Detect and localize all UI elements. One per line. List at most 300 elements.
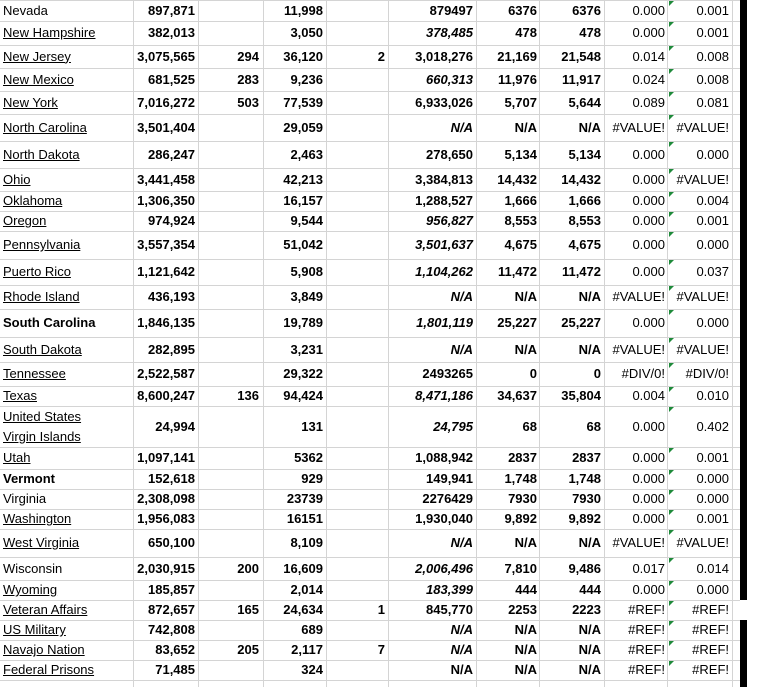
value-cell-g[interactable]: 21,548 <box>561 48 601 64</box>
value-cell-g[interactable]: 14,432 <box>561 171 601 187</box>
value-cell-e[interactable]: N/A <box>450 119 473 135</box>
value-cell-i[interactable]: 0.008 <box>696 48 729 64</box>
value-cell-d[interactable]: 2 <box>377 48 385 64</box>
error-indicator-icon <box>669 46 674 51</box>
value-cell-b[interactable]: 200 <box>237 560 259 576</box>
value-cell-g[interactable]: 35,804 <box>561 388 601 403</box>
value-cell-i[interactable]: 0.000 <box>696 315 729 330</box>
value-cell-h[interactable]: 0.000 <box>632 2 665 18</box>
value-cell-i[interactable]: 0.001 <box>696 25 729 40</box>
value-cell-b[interactable]: 136 <box>237 388 259 403</box>
value-cell-g[interactable]: N/A <box>578 535 601 550</box>
value-cell-a[interactable]: 3,501,404 <box>137 119 195 135</box>
value-cell-a[interactable]: 2,522,587 <box>137 366 195 381</box>
value-cell-e[interactable]: 149,941 <box>426 471 473 486</box>
value-cell-e[interactable]: 845,770 <box>426 602 473 617</box>
value-cell-a[interactable]: 1,846,135 <box>137 315 195 330</box>
value-cell-d[interactable]: 1 <box>377 602 385 617</box>
column-gridline <box>539 0 540 687</box>
value-cell-h[interactable]: 0.000 <box>632 491 665 506</box>
value-cell-f[interactable]: 5,707 <box>504 94 537 110</box>
value-cell-h[interactable]: #VALUE! <box>612 289 665 304</box>
value-cell-e[interactable]: 1,088,942 <box>415 450 473 465</box>
state-name-cell[interactable]: US Military <box>3 622 66 637</box>
value-cell-g[interactable]: 25,227 <box>561 315 601 330</box>
row-gridline <box>0 337 740 338</box>
value-cell-h[interactable]: #REF! <box>628 622 665 637</box>
column-border-bar <box>740 620 747 687</box>
value-cell-h[interactable]: 0.000 <box>632 25 665 40</box>
error-indicator-icon <box>669 310 674 315</box>
value-cell-h[interactable]: 0.000 <box>632 264 665 279</box>
value-cell-h[interactable]: 0.000 <box>632 213 665 228</box>
state-name-cell[interactable]: Texas <box>3 388 37 403</box>
value-cell-h[interactable]: 0.000 <box>632 193 665 208</box>
value-cell-f[interactable]: 4,675 <box>504 237 537 252</box>
value-cell-b[interactable]: 283 <box>237 71 259 87</box>
value-cell-e[interactable]: 879497 <box>429 2 473 18</box>
value-cell-g[interactable]: 478 <box>579 25 601 40</box>
value-cell-f[interactable]: 2837 <box>508 450 537 465</box>
value-cell-g[interactable]: 444 <box>579 582 601 597</box>
value-cell-e[interactable]: 6,933,026 <box>415 94 473 110</box>
value-cell-c[interactable]: 11,998 <box>283 2 323 18</box>
row-gridline <box>0 469 740 470</box>
state-name-cell[interactable]: Washington <box>3 511 72 526</box>
row-gridline <box>0 640 740 641</box>
value-cell-h[interactable]: 0.014 <box>632 48 665 64</box>
value-cell-f[interactable]: 0 <box>529 366 537 381</box>
value-cell-i[interactable]: 0.001 <box>696 2 729 18</box>
error-indicator-icon <box>669 490 674 495</box>
state-name-cell[interactable] <box>3 407 81 447</box>
value-cell-a[interactable]: 2,030,915 <box>137 560 195 576</box>
value-cell-h[interactable]: #VALUE! <box>612 535 665 550</box>
value-cell-e[interactable]: 3,018,276 <box>415 48 473 64</box>
value-cell-e[interactable]: N/A <box>450 642 473 657</box>
error-indicator-icon <box>669 169 674 174</box>
value-cell-a[interactable]: 282,895 <box>148 341 195 357</box>
value-cell-h[interactable]: 0.000 <box>632 171 665 187</box>
value-cell-f[interactable]: N/A <box>514 622 537 637</box>
value-cell-a[interactable]: 382,013 <box>148 25 195 40</box>
state-name-cell[interactable]: Nevada <box>3 2 48 18</box>
state-name-cell[interactable]: Wyoming <box>3 582 58 597</box>
value-cell-a[interactable]: 286,247 <box>148 146 195 162</box>
value-cell-a[interactable]: 436,193 <box>148 289 195 304</box>
value-cell-c[interactable]: 24,634 <box>283 602 323 617</box>
value-cell-e[interactable]: N/A <box>450 662 473 677</box>
state-name-cell[interactable]: Veteran Affairs <box>3 602 88 617</box>
value-cell-g[interactable]: 0 <box>593 366 601 381</box>
value-cell-a[interactable]: 83,652 <box>155 642 195 657</box>
value-cell-i[interactable]: #VALUE! <box>676 289 729 304</box>
value-cell-c[interactable]: 29,059 <box>283 119 323 135</box>
value-cell-h[interactable]: #VALUE! <box>612 119 665 135</box>
value-cell-g[interactable]: 1,666 <box>568 193 601 208</box>
error-indicator-icon <box>669 510 674 515</box>
value-cell-i[interactable]: #VALUE! <box>676 535 729 550</box>
row-gridline <box>0 285 740 286</box>
value-cell-a[interactable]: 24,994 <box>155 418 195 434</box>
value-cell-c[interactable]: 5362 <box>294 450 323 465</box>
value-cell-c[interactable]: 16,609 <box>283 560 323 576</box>
value-cell-g[interactable]: N/A <box>578 662 601 677</box>
value-cell-e[interactable]: 24,795 <box>433 418 473 434</box>
value-cell-f[interactable]: N/A <box>514 341 537 357</box>
value-cell-f[interactable]: 5,134 <box>504 146 537 162</box>
value-cell-a[interactable]: 152,618 <box>148 471 195 486</box>
value-cell-i[interactable]: 0.001 <box>696 450 729 465</box>
value-cell-e[interactable]: 956,827 <box>426 213 473 228</box>
error-indicator-icon <box>669 363 674 368</box>
row-gridline <box>0 600 740 601</box>
value-cell-e[interactable]: 8,471,186 <box>415 388 473 403</box>
column-gridline <box>388 0 389 687</box>
value-cell-h[interactable]: 0.000 <box>632 450 665 465</box>
value-cell-c[interactable]: 23739 <box>286 491 323 506</box>
state-name-cell[interactable]: Vermont <box>3 471 56 486</box>
value-cell-c[interactable]: 2,117 <box>291 642 323 657</box>
value-cell-h[interactable]: #VALUE! <box>612 341 665 357</box>
value-cell-e[interactable]: 660,313 <box>426 71 473 87</box>
error-indicator-icon <box>669 621 674 626</box>
column-gridline <box>732 0 733 687</box>
value-cell-h[interactable]: 0.004 <box>632 388 665 403</box>
value-cell-e[interactable]: 278,650 <box>426 146 473 162</box>
value-cell-e[interactable]: N/A <box>450 341 473 357</box>
value-cell-g[interactable]: N/A <box>578 341 601 357</box>
value-cell-i[interactable]: #REF! <box>692 622 729 637</box>
error-indicator-icon <box>669 387 674 392</box>
value-cell-e[interactable]: 2,006,496 <box>415 560 473 576</box>
value-cell-c[interactable]: 5,908 <box>290 264 323 279</box>
value-cell-b[interactable]: 165 <box>237 602 259 617</box>
value-cell-i[interactable]: 0.000 <box>696 237 729 252</box>
value-cell-h[interactable]: 0.024 <box>632 71 665 87</box>
value-cell-i[interactable]: #REF! <box>692 602 729 617</box>
value-cell-a[interactable]: 872,657 <box>148 602 195 617</box>
value-cell-b[interactable]: 205 <box>237 642 259 657</box>
value-cell-e[interactable]: 378,485 <box>426 25 473 40</box>
value-cell-i[interactable]: #DIV/0! <box>685 366 729 381</box>
value-cell-h[interactable]: 0.000 <box>632 582 665 597</box>
row-gridline <box>0 509 740 510</box>
value-cell-a[interactable]: 974,924 <box>148 213 195 228</box>
state-name-cell[interactable]: Navajo Nation <box>3 642 85 657</box>
value-cell-f[interactable]: N/A <box>514 289 537 304</box>
value-cell-i[interactable]: 0.001 <box>696 213 729 228</box>
value-cell-g[interactable]: 1,748 <box>568 471 601 486</box>
error-indicator-icon <box>669 407 674 412</box>
state-name-cell[interactable]: Virginia <box>3 491 47 506</box>
value-cell-i[interactable]: 0.014 <box>696 560 729 576</box>
value-cell-h[interactable]: #REF! <box>628 662 665 677</box>
value-cell-h[interactable]: #REF! <box>628 642 665 657</box>
row-gridline <box>0 45 740 46</box>
value-cell-f[interactable]: N/A <box>514 119 537 135</box>
value-cell-f[interactable]: 14,432 <box>497 171 537 187</box>
value-cell-i[interactable]: 0.000 <box>696 471 729 486</box>
value-cell-b[interactable]: 294 <box>237 48 259 64</box>
value-cell-i[interactable]: 0.081 <box>696 94 729 110</box>
value-cell-d[interactable]: 7 <box>377 642 385 657</box>
value-cell-a[interactable]: 71,485 <box>155 662 195 677</box>
column-gridline <box>326 0 327 687</box>
row-gridline <box>0 620 740 621</box>
state-name-line: United States <box>3 409 82 424</box>
state-name-cell[interactable]: New Hampshire <box>3 25 96 40</box>
state-name-cell[interactable]: Rhode Island <box>3 289 80 304</box>
state-name-cell[interactable]: South Carolina <box>3 315 96 330</box>
value-cell-g[interactable]: 11,472 <box>561 264 601 279</box>
value-cell-c[interactable]: 42,213 <box>283 171 323 187</box>
value-cell-i[interactable]: 0.008 <box>696 71 729 87</box>
value-cell-i[interactable]: 0.402 <box>696 418 729 434</box>
state-name-cell[interactable]: West Virginia <box>3 535 80 550</box>
value-cell-c[interactable]: 19,789 <box>283 315 323 330</box>
row-gridline <box>0 489 740 490</box>
state-name-cell[interactable]: New Mexico <box>3 71 74 87</box>
value-cell-c[interactable]: 9,236 <box>290 71 323 87</box>
value-cell-f[interactable]: 6376 <box>508 2 537 18</box>
value-cell-f[interactable]: 1,748 <box>504 471 537 486</box>
value-cell-e[interactable]: 1,104,262 <box>415 264 473 279</box>
row-gridline <box>0 114 740 115</box>
value-cell-h[interactable]: 0.000 <box>632 471 665 486</box>
value-cell-i[interactable]: 0.001 <box>696 511 729 526</box>
value-cell-f[interactable]: N/A <box>514 642 537 657</box>
value-cell-c[interactable]: 929 <box>301 471 323 486</box>
value-cell-f[interactable]: 34,637 <box>497 388 537 403</box>
value-cell-f[interactable]: 444 <box>515 582 537 597</box>
value-cell-e[interactable]: N/A <box>450 622 473 637</box>
value-cell-a[interactable]: 1,121,642 <box>137 264 195 279</box>
row-gridline <box>0 386 740 387</box>
row-gridline <box>0 21 740 22</box>
value-cell-c[interactable]: 51,042 <box>283 237 323 252</box>
value-cell-f[interactable]: 25,227 <box>497 315 537 330</box>
value-cell-c[interactable]: 8,109 <box>290 535 323 550</box>
value-cell-g[interactable]: 5,644 <box>568 94 601 110</box>
state-name-cell[interactable]: Puerto Rico <box>3 264 71 279</box>
error-indicator-icon <box>669 338 674 343</box>
value-cell-h[interactable]: #DIV/0! <box>621 366 665 381</box>
state-name-cell[interactable]: Pennsylvania <box>3 237 81 252</box>
value-cell-h[interactable]: 0.000 <box>632 146 665 162</box>
value-cell-a[interactable]: 3,441,458 <box>137 171 195 187</box>
state-name-cell[interactable]: Wisconsin <box>3 560 63 576</box>
value-cell-c[interactable]: 94,424 <box>283 388 323 403</box>
value-cell-h[interactable]: 0.017 <box>632 560 665 576</box>
value-cell-c[interactable]: 3,231 <box>290 341 323 357</box>
value-cell-f[interactable]: 68 <box>522 418 537 434</box>
value-cell-g[interactable]: 68 <box>586 418 601 434</box>
value-cell-h[interactable]: 0.000 <box>632 511 665 526</box>
error-indicator-icon <box>669 558 674 563</box>
value-cell-c[interactable]: 16151 <box>286 511 323 526</box>
value-cell-i[interactable]: 0.010 <box>696 388 729 403</box>
value-cell-g[interactable]: N/A <box>578 642 601 657</box>
row-gridline <box>0 211 740 212</box>
value-cell-a[interactable]: 1,956,083 <box>137 511 195 526</box>
value-cell-b[interactable]: 503 <box>237 94 259 110</box>
value-cell-a[interactable]: 650,100 <box>148 535 195 550</box>
value-cell-h[interactable]: 0.000 <box>632 237 665 252</box>
error-indicator-icon <box>669 286 674 291</box>
value-cell-e[interactable]: 1,930,040 <box>415 511 473 526</box>
row-gridline <box>0 231 740 232</box>
value-cell-f[interactable]: 2253 <box>508 602 537 617</box>
row-gridline <box>0 529 740 530</box>
value-cell-g[interactable]: N/A <box>578 119 601 135</box>
value-cell-g[interactable]: N/A <box>578 289 601 304</box>
value-cell-a[interactable]: 681,525 <box>148 71 195 87</box>
value-cell-a[interactable]: 7,016,272 <box>137 94 195 110</box>
value-cell-h[interactable]: #REF! <box>628 602 665 617</box>
row-gridline <box>0 91 740 92</box>
column-gridline <box>476 0 477 687</box>
error-indicator-icon <box>669 641 674 646</box>
value-cell-g[interactable]: 9,892 <box>568 511 601 526</box>
value-cell-c[interactable]: 131 <box>301 418 323 434</box>
state-name-cell[interactable]: New Jersey <box>3 48 71 64</box>
value-cell-c[interactable]: 324 <box>301 662 323 677</box>
value-cell-g[interactable]: 4,675 <box>568 237 601 252</box>
value-cell-h[interactable]: 0.000 <box>632 315 665 330</box>
value-cell-g[interactable]: 5,134 <box>568 146 601 162</box>
value-cell-i[interactable]: #VALUE! <box>676 341 729 357</box>
state-name-cell[interactable]: Utah <box>3 450 31 465</box>
value-cell-e[interactable]: 2493265 <box>422 366 473 381</box>
value-cell-f[interactable]: 11,472 <box>497 264 537 279</box>
row-gridline <box>0 660 740 661</box>
row-gridline <box>0 680 740 681</box>
row-gridline <box>0 68 740 69</box>
row-gridline <box>0 0 740 1</box>
value-cell-f[interactable]: 8,553 <box>504 213 537 228</box>
error-indicator-icon <box>669 232 674 237</box>
value-cell-g[interactable]: 2837 <box>572 450 601 465</box>
value-cell-g[interactable]: 11,917 <box>561 71 601 87</box>
error-indicator-icon <box>669 581 674 586</box>
value-cell-i[interactable]: #REF! <box>692 662 729 677</box>
error-indicator-icon <box>669 448 674 453</box>
value-cell-c[interactable]: 16,157 <box>283 193 323 208</box>
value-cell-a[interactable]: 897,871 <box>148 2 195 18</box>
column-gridline <box>198 0 199 687</box>
column-gridline <box>604 0 605 687</box>
state-name-cell[interactable]: South Dakota <box>3 341 82 357</box>
value-cell-f[interactable]: N/A <box>514 535 537 550</box>
value-cell-f[interactable]: 21,169 <box>497 48 537 64</box>
value-cell-g[interactable]: 9,486 <box>568 560 601 576</box>
value-cell-h[interactable]: 0.089 <box>632 94 665 110</box>
column-gridline <box>133 0 134 687</box>
error-indicator-icon <box>669 92 674 97</box>
value-cell-a[interactable]: 742,808 <box>148 622 195 637</box>
value-cell-i[interactable]: 0.000 <box>696 146 729 162</box>
state-name-cell[interactable]: New York <box>3 94 58 110</box>
value-cell-c[interactable]: 2,014 <box>290 582 323 597</box>
value-cell-i[interactable]: #VALUE! <box>676 171 729 187</box>
value-cell-e[interactable]: 3,501,637 <box>415 237 473 252</box>
column-border-bar <box>740 0 747 600</box>
value-cell-a[interactable]: 3,557,354 <box>137 237 195 252</box>
value-cell-f[interactable]: 7930 <box>508 491 537 506</box>
value-cell-f[interactable]: 11,976 <box>497 71 537 87</box>
value-cell-g[interactable]: N/A <box>578 622 601 637</box>
state-name-cell[interactable]: Tennessee <box>3 366 66 381</box>
value-cell-e[interactable]: N/A <box>450 535 473 550</box>
value-cell-g[interactable]: 6376 <box>572 2 601 18</box>
value-cell-c[interactable]: 3,050 <box>290 25 323 40</box>
value-cell-c[interactable]: 36,120 <box>283 48 323 64</box>
value-cell-c[interactable]: 77,539 <box>283 94 323 110</box>
column-gridline <box>263 0 264 687</box>
value-cell-f[interactable]: 1,666 <box>504 193 537 208</box>
state-name-cell[interactable]: Ohio <box>3 171 31 187</box>
value-cell-g[interactable]: 2223 <box>572 602 601 617</box>
error-indicator-icon <box>669 470 674 475</box>
value-cell-c[interactable]: 689 <box>301 622 323 637</box>
value-cell-h[interactable]: 0.000 <box>632 418 665 434</box>
value-cell-f[interactable]: N/A <box>514 662 537 677</box>
value-cell-a[interactable]: 8,600,247 <box>137 388 195 403</box>
value-cell-a[interactable]: 1,306,350 <box>137 193 195 208</box>
value-cell-e[interactable]: N/A <box>450 289 473 304</box>
value-cell-e[interactable]: 3,384,813 <box>415 171 473 187</box>
value-cell-a[interactable]: 2,308,098 <box>137 491 195 506</box>
state-name-cell[interactable]: Oregon <box>3 213 47 228</box>
value-cell-f[interactable]: 9,892 <box>504 511 537 526</box>
value-cell-f[interactable]: 478 <box>515 25 537 40</box>
value-cell-e[interactable]: 2276429 <box>422 491 473 506</box>
value-cell-f[interactable]: 7,810 <box>504 560 537 576</box>
value-cell-i[interactable]: #VALUE! <box>676 119 729 135</box>
state-name-cell[interactable]: Federal Prisons <box>3 662 95 677</box>
value-cell-c[interactable]: 3,849 <box>290 289 323 304</box>
value-cell-a[interactable]: 3,075,565 <box>137 48 195 64</box>
value-cell-c[interactable]: 2,463 <box>290 146 323 162</box>
value-cell-e[interactable]: 1,801,119 <box>416 315 473 330</box>
value-cell-a[interactable]: 185,857 <box>148 582 195 597</box>
value-cell-e[interactable]: 1,288,527 <box>415 193 473 208</box>
value-cell-g[interactable]: 8,553 <box>568 213 601 228</box>
value-cell-e[interactable]: 183,399 <box>426 582 473 597</box>
state-name-cell[interactable]: North Dakota <box>3 146 80 162</box>
value-cell-c[interactable]: 29,322 <box>283 366 323 381</box>
state-name-cell[interactable]: Oklahoma <box>3 193 63 208</box>
value-cell-i[interactable]: 0.000 <box>696 491 729 506</box>
row-gridline <box>0 191 740 192</box>
row-gridline <box>0 447 740 448</box>
value-cell-g[interactable]: 7930 <box>572 491 601 506</box>
error-indicator-icon <box>669 212 674 217</box>
value-cell-i[interactable]: 0.037 <box>696 264 729 279</box>
row-gridline <box>0 557 740 558</box>
value-cell-a[interactable]: 1,097,141 <box>137 450 195 465</box>
column-gridline <box>667 0 668 687</box>
value-cell-i[interactable]: #REF! <box>692 642 729 657</box>
value-cell-c[interactable]: 9,544 <box>290 213 323 228</box>
state-name-cell[interactable]: North Carolina <box>3 119 87 135</box>
row-gridline <box>0 259 740 260</box>
error-indicator-icon <box>669 661 674 666</box>
value-cell-i[interactable]: 0.000 <box>696 582 729 597</box>
state-name-line: Virgin Islands <box>3 429 81 444</box>
value-cell-i[interactable]: 0.004 <box>696 193 729 208</box>
